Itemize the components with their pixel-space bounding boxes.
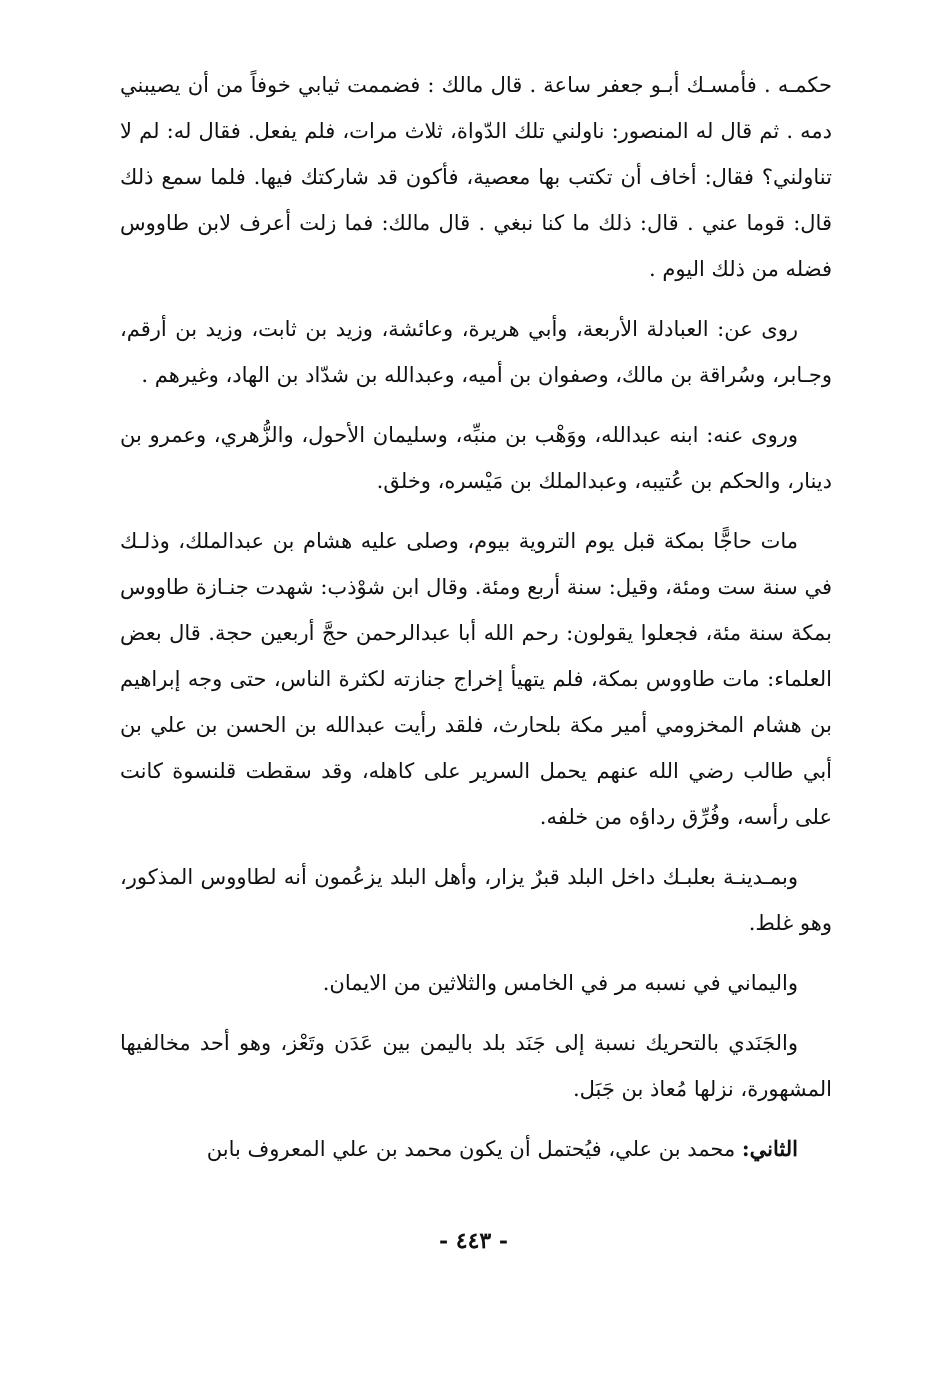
body-text: [120, 62, 832, 1186]
paragraph-death: مات حاجًّا بمكة قبل يوم التروية بيوم، وصلى عليه هشام بن عبدالملك، وذلـك في سنة ست ومئة، وقيل: سنة أربع ومئة. وقال ابن شوْذب: شهدت جنـازة طاووس بمكة سنة مئة، فجعلوا يقولون: رحم الله أبا عبدالرحمن حجَّ أربعين حجة. قال بعض العلماء: مات طاووس بمكة، فلم يتهيأ إخراج جنازته لكثرة الناس، حتى وجه إبراهيم بن هشام المخزومي أمير مكة بلحارث، فلقد رأيت عبدالله بن الحسن بن علي بن أبي طالب رضي الله عنهم يحمل السرير على كاهله، وقد سقطت قلنسوة كانت على رأسه، وفُرِّق رداؤه من خلفه.: [120, 529, 832, 829]
page-number: - ٤٤٣ -: [438, 1228, 509, 1254]
paragraph-ibn-tawus-story: حكمـه . فأمسـك أبـو جعفر ساعة . قال مالك : فضممت ثيابي خوفاً من أن يصيبني دمه . ثم قال له المنصور: ناولني تلك الدّواة، ثلاث مرات، فلم يفعل. فقال له: لم لا تناولني؟ فقال: أخاف أن تكتب بها معصية، فأكون قد شاركتك فيها. فلما سمع ذلك قال: قوما عني . قال: ذلك ما كنا نبغي . قال مالك: فما زلت أعرف لابن طاووس فضله من ذلك اليوم .: [120, 73, 832, 281]
second-label: الثاني:: [741, 1136, 798, 1161]
second-text: محمد بن علي، فيُحتمل أن يكون محمد بن علي المعروف بابن: [206, 1137, 742, 1161]
paragraph-second: [120, 1126, 832, 1172]
paragraph-baalbek-tomb: وبمـدينـة بعلبـك داخل البلد قبرٌ يزار، وأهل البلد يزعُمون أنه لطاووس المذكور، وهو غلط.: [120, 865, 832, 935]
paragraph-narrated-from: روى عن: العبادلة الأربعة، وأبي هريرة، وعائشة، وزيد بن ثابت، وزيد بن أرقم، وجـابر، وسُراقة بن مالك، وصفوان بن أميه، وعبدالله بن شدّاد بن الهاد، وغيرهم .: [120, 317, 832, 387]
paragraph-janadi: والجَنَدي بالتحريك نسبة إلى جَنَد بلد باليمن بين عَدَن وتَعْز، وهو أحد مخالفيها المشهورة، نزلها مُعاذ بن جَبَل.: [120, 1031, 832, 1101]
paragraph-narrated-by: وروى عنه: ابنه عبدالله، ووَهْب بن منبِّه، وسليمان الأحول، والزُّهري، وعمرو بن دينار، والحكم بن عُتيبه، وعبدالملك بن مَيْسره، وخلق.: [120, 423, 832, 493]
paragraph-yamani-lineage: واليماني في نسبه مر في الخامس والثلاثين من الايمان.: [322, 971, 798, 995]
